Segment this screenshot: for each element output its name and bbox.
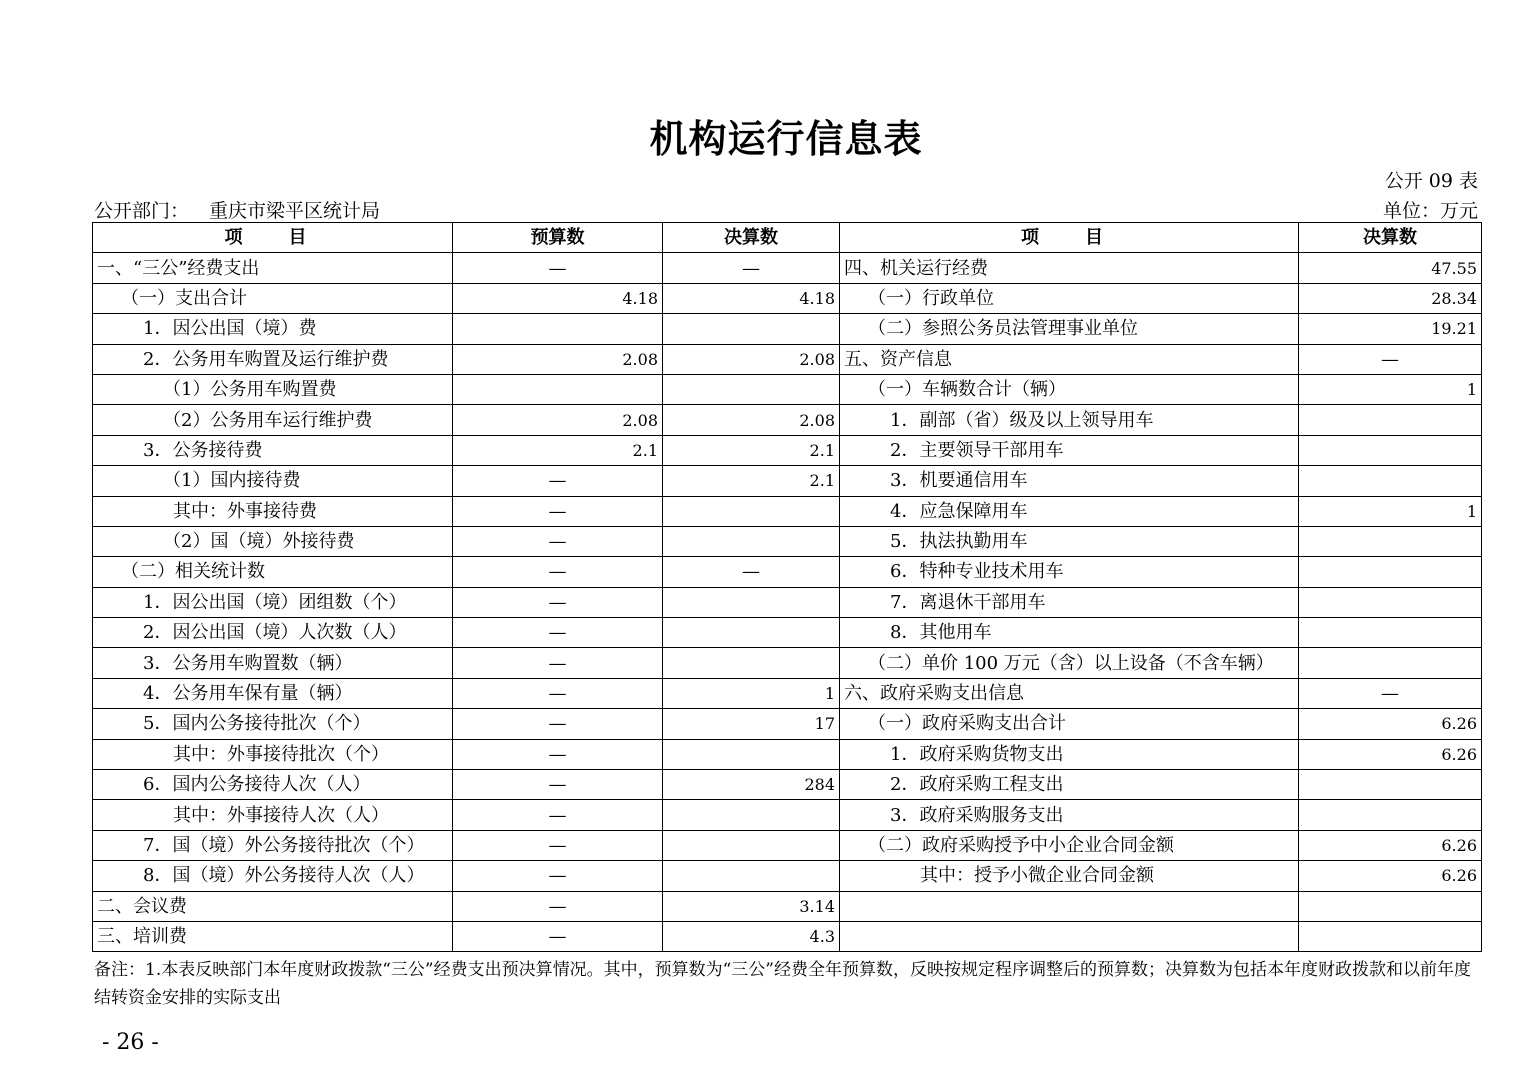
budget-cell: — bbox=[453, 587, 663, 617]
table-row bbox=[93, 891, 1482, 921]
budget-cell bbox=[453, 374, 663, 404]
final-right-cell: 1 bbox=[1299, 496, 1482, 526]
budget-cell: — bbox=[453, 253, 663, 283]
final-left-cell bbox=[663, 587, 840, 617]
right-item-cell: 5．执法执勤用车 bbox=[840, 526, 1299, 556]
table-row bbox=[93, 921, 1482, 951]
left-item-cell: 3．公务用车购置数（辆） bbox=[93, 648, 453, 678]
institution-operation-table bbox=[92, 222, 1482, 952]
left-item-cell: 8．国（境）外公务接待人次（人） bbox=[93, 861, 453, 891]
final-right-cell: — bbox=[1299, 678, 1482, 708]
final-right-cell bbox=[1299, 648, 1482, 678]
header-budget: 预算数 bbox=[453, 223, 663, 253]
table-row bbox=[93, 587, 1482, 617]
budget-cell: — bbox=[453, 648, 663, 678]
right-item-cell: 3．政府采购服务支出 bbox=[840, 800, 1299, 830]
right-item-cell: 四、机关运行经费 bbox=[840, 253, 1299, 283]
page-number: - 26 - bbox=[102, 1030, 159, 1055]
final-right-cell bbox=[1299, 891, 1482, 921]
left-item-cell: （1）公务用车购置费 bbox=[93, 374, 453, 404]
right-item-cell: 其中：授予小微企业合同金额 bbox=[840, 861, 1299, 891]
right-item-cell bbox=[840, 921, 1299, 951]
final-left-cell bbox=[663, 526, 840, 556]
right-item-cell: 2．主要领导干部用车 bbox=[840, 435, 1299, 465]
final-right-cell bbox=[1299, 770, 1482, 800]
department-name: 重庆市梁平区统计局 bbox=[209, 200, 381, 222]
header-right-item: 项 目 bbox=[840, 223, 1299, 253]
left-item-cell: 一、“三公”经费支出 bbox=[93, 253, 453, 283]
left-item-cell: （2）公务用车运行维护费 bbox=[93, 405, 453, 435]
final-right-cell: 6.26 bbox=[1299, 830, 1482, 860]
final-left-cell bbox=[663, 861, 840, 891]
final-left-cell: — bbox=[663, 253, 840, 283]
table-row bbox=[93, 405, 1482, 435]
final-right-cell bbox=[1299, 466, 1482, 496]
left-item-cell: 2．因公出国（境）人次数（人） bbox=[93, 618, 453, 648]
budget-cell: — bbox=[453, 861, 663, 891]
header-final-right: 决算数 bbox=[1299, 223, 1482, 253]
right-item-cell: 8．其他用车 bbox=[840, 618, 1299, 648]
final-right-cell bbox=[1299, 435, 1482, 465]
budget-cell: 2.08 bbox=[453, 344, 663, 374]
budget-cell: — bbox=[453, 770, 663, 800]
budget-cell: — bbox=[453, 618, 663, 648]
final-left-cell bbox=[663, 374, 840, 404]
unit-label: 单位：万元 bbox=[1382, 200, 1478, 222]
final-left-cell bbox=[663, 496, 840, 526]
final-left-cell: 1 bbox=[663, 678, 840, 708]
left-item-cell: （2）国（境）外接待费 bbox=[93, 526, 453, 556]
budget-cell: — bbox=[453, 466, 663, 496]
left-item-cell: 三、培训费 bbox=[93, 921, 453, 951]
final-left-cell bbox=[663, 739, 840, 769]
table-header-row bbox=[93, 223, 1482, 253]
final-right-cell bbox=[1299, 618, 1482, 648]
header-left-item: 项 目 bbox=[93, 223, 453, 253]
final-right-cell bbox=[1299, 526, 1482, 556]
table-row bbox=[93, 374, 1482, 404]
left-item-cell: 其中：外事接待批次（个） bbox=[93, 739, 453, 769]
final-left-cell: 2.1 bbox=[663, 435, 840, 465]
left-item-cell: 5．国内公务接待批次（个） bbox=[93, 709, 453, 739]
department-line bbox=[94, 196, 380, 223]
right-item-cell: 4．应急保障用车 bbox=[840, 496, 1299, 526]
right-item-cell: （二）政府采购授予中小企业合同金额 bbox=[840, 830, 1299, 860]
right-item-cell: 1．政府采购货物支出 bbox=[840, 739, 1299, 769]
right-item-cell: （一）行政单位 bbox=[840, 283, 1299, 313]
budget-cell: — bbox=[453, 557, 663, 587]
left-item-cell: 6．国内公务接待人次（人） bbox=[93, 770, 453, 800]
right-item-cell: 五、资产信息 bbox=[840, 344, 1299, 374]
final-left-cell: — bbox=[663, 557, 840, 587]
budget-cell: 2.1 bbox=[453, 435, 663, 465]
left-item-cell: 其中：外事接待人次（人） bbox=[93, 800, 453, 830]
table-note: 备注：1.本表反映部门本年度财政拨款“三公”经费支出预决算情况。其中，预算数为“三公”经费全年预算数，反映按规定程序调整后的预算数；决算数为包括本年度财政拨款和以前年度结转资金安排的实际支出 bbox=[94, 960, 1471, 1008]
final-right-cell: 19.21 bbox=[1299, 314, 1482, 344]
header-final-left: 决算数 bbox=[663, 223, 840, 253]
right-item-cell: 3．机要通信用车 bbox=[840, 466, 1299, 496]
budget-cell: — bbox=[453, 526, 663, 556]
table-row bbox=[93, 618, 1482, 648]
right-item-cell: 2．政府采购工程支出 bbox=[840, 770, 1299, 800]
table-row bbox=[93, 800, 1482, 830]
page-title: 机构运行信息表 bbox=[649, 117, 923, 161]
left-item-cell: （二）相关统计数 bbox=[93, 557, 453, 587]
budget-cell: — bbox=[453, 921, 663, 951]
final-right-cell bbox=[1299, 405, 1482, 435]
table-row bbox=[93, 283, 1482, 313]
left-item-cell: （1）国内接待费 bbox=[93, 466, 453, 496]
final-left-cell: 4.3 bbox=[663, 921, 840, 951]
final-right-cell bbox=[1299, 587, 1482, 617]
final-right-cell bbox=[1299, 557, 1482, 587]
right-item-cell: 6．特种专业技术用车 bbox=[840, 557, 1299, 587]
left-item-cell: 7．国（境）外公务接待批次（个） bbox=[93, 830, 453, 860]
right-item-cell: （一）政府采购支出合计 bbox=[840, 709, 1299, 739]
final-left-cell: 3.14 bbox=[663, 891, 840, 921]
right-item-cell bbox=[840, 891, 1299, 921]
table-row bbox=[93, 648, 1482, 678]
budget-cell: — bbox=[453, 678, 663, 708]
table-row bbox=[93, 435, 1482, 465]
table-row bbox=[93, 739, 1482, 769]
table-row bbox=[93, 861, 1482, 891]
table-row bbox=[93, 466, 1482, 496]
table-row bbox=[93, 830, 1482, 860]
table-row bbox=[93, 496, 1482, 526]
final-right-cell: 6.26 bbox=[1299, 739, 1482, 769]
right-item-cell: 7．离退休干部用车 bbox=[840, 587, 1299, 617]
left-item-cell: 3．公务接待费 bbox=[93, 435, 453, 465]
table-code: 公开 09 表 bbox=[1384, 170, 1478, 192]
final-left-cell bbox=[663, 314, 840, 344]
department-label: 公开部门： bbox=[94, 200, 190, 222]
final-right-cell: 6.26 bbox=[1299, 709, 1482, 739]
final-left-cell bbox=[663, 830, 840, 860]
right-item-cell: （一）车辆数合计（辆） bbox=[840, 374, 1299, 404]
table-row bbox=[93, 678, 1482, 708]
budget-cell: — bbox=[453, 709, 663, 739]
table-row bbox=[93, 557, 1482, 587]
left-item-cell: 1．因公出国（境）费 bbox=[93, 314, 453, 344]
left-item-cell: 二、会议费 bbox=[93, 891, 453, 921]
table-row bbox=[93, 770, 1482, 800]
final-right-cell: 28.34 bbox=[1299, 283, 1482, 313]
budget-cell: — bbox=[453, 891, 663, 921]
budget-cell: — bbox=[453, 739, 663, 769]
right-item-cell: （二）参照公务员法管理事业单位 bbox=[840, 314, 1299, 344]
budget-cell: — bbox=[453, 830, 663, 860]
final-left-cell: 2.08 bbox=[663, 344, 840, 374]
table-row bbox=[93, 314, 1482, 344]
final-left-cell: 17 bbox=[663, 709, 840, 739]
budget-cell: — bbox=[453, 496, 663, 526]
left-item-cell: 4．公务用车保有量（辆） bbox=[93, 678, 453, 708]
budget-cell: — bbox=[453, 800, 663, 830]
final-right-cell bbox=[1299, 921, 1482, 951]
final-right-cell: 6.26 bbox=[1299, 861, 1482, 891]
final-left-cell bbox=[663, 648, 840, 678]
budget-cell: 2.08 bbox=[453, 405, 663, 435]
final-right-cell: 47.55 bbox=[1299, 253, 1482, 283]
table-row bbox=[93, 344, 1482, 374]
final-right-cell: 1 bbox=[1299, 374, 1482, 404]
left-item-cell: 其中：外事接待费 bbox=[93, 496, 453, 526]
budget-cell bbox=[453, 314, 663, 344]
right-item-cell: 1．副部（省）级及以上领导用车 bbox=[840, 405, 1299, 435]
table-row bbox=[93, 253, 1482, 283]
final-left-cell: 2.08 bbox=[663, 405, 840, 435]
left-item-cell: 1．因公出国（境）团组数（个） bbox=[93, 587, 453, 617]
final-left-cell: 4.18 bbox=[663, 283, 840, 313]
final-right-cell: — bbox=[1299, 344, 1482, 374]
final-right-cell bbox=[1299, 800, 1482, 830]
table-row bbox=[93, 709, 1482, 739]
left-item-cell: 2．公务用车购置及运行维护费 bbox=[93, 344, 453, 374]
final-left-cell: 284 bbox=[663, 770, 840, 800]
final-left-cell bbox=[663, 618, 840, 648]
right-item-cell: 六、政府采购支出信息 bbox=[840, 678, 1299, 708]
left-item-cell: （一）支出合计 bbox=[93, 283, 453, 313]
right-item-cell: （二）单价 100 万元（含）以上设备（不含车辆） bbox=[840, 648, 1299, 678]
final-left-cell: 2.1 bbox=[663, 466, 840, 496]
final-left-cell bbox=[663, 800, 840, 830]
table-row bbox=[93, 526, 1482, 556]
budget-cell: 4.18 bbox=[453, 283, 663, 313]
